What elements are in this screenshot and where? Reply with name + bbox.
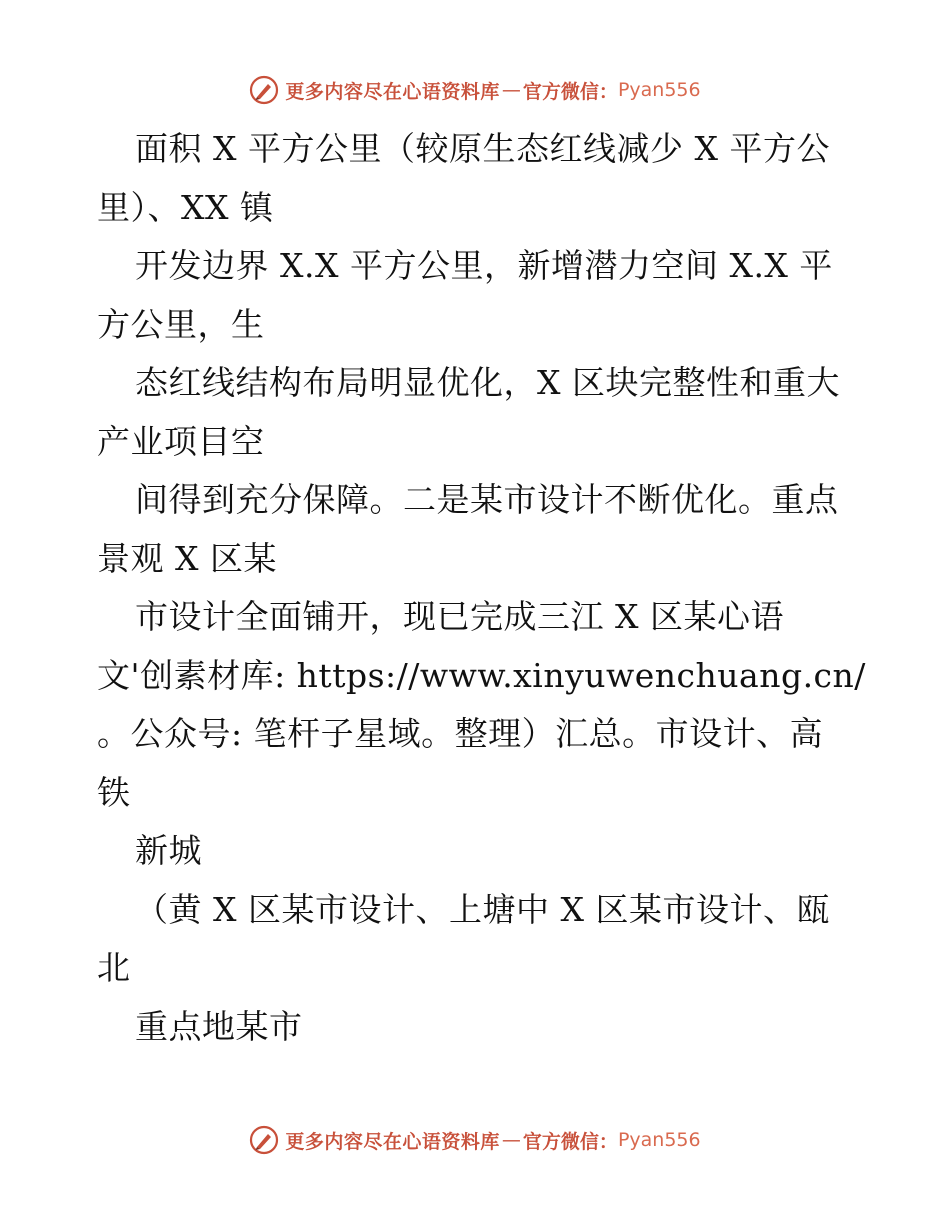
banner-separator: — [501,1129,521,1151]
banner-wechat-label: 官方微信： [522,1130,618,1153]
body-line-2: 里）、XX 镇 [97,187,274,227]
body-line-10: 文'创素材库: https://www.xinyuwenchuang.cn/ [97,655,866,695]
body-line-13: 新城 [135,831,202,870]
body-line-16: 重点地某市 [135,1006,303,1046]
banner-wechat-label: 官方微信： [522,80,618,103]
pen-logo-icon [249,75,279,105]
banner-brand: 更多内容尽在心语资料库 [285,1130,500,1153]
body-line-15: 北 [97,948,131,987]
pen-logo-icon [249,1125,279,1155]
banner-separator: — [501,79,521,101]
body-line-14: （黄 X 区某市设计、上塘中 X 区某市设计、瓯 [135,889,830,929]
body-line-12: 铁 [97,772,131,812]
body-line-6: 产业项目空 [97,421,265,461]
body-line-9: 市设计全面铺开，现已完成三江 X 区某心语 [135,597,784,636]
document-body [97,120,866,1056]
body-line-5: 态红线结构布局明显优化，X 区块完整性和重大 [135,363,840,402]
banner-wechat-id: Pyan556 [617,79,701,101]
body-line-7: 间得到充分保障。二是某市设计不断优化。重点 [135,480,839,519]
banner-brand: 更多内容尽在心语资料库 [285,80,500,103]
footer-banner [0,1120,950,1160]
body-line-8: 景观 X 区某 [97,538,277,578]
header-banner [0,70,950,110]
body-line-11: 。公众号: 笔杆子星域。整理）汇总。市设计、高 [97,714,824,753]
banner-wechat-id: Pyan556 [617,1129,701,1151]
body-line-4: 方公里，生 [97,304,265,344]
body-line-3: 开发边界 X.X 平方公里，新增潜力空间 X.X 平 [135,246,833,285]
body-line-1: 面积 X 平方公里（较原生态红线减少 X 平方公 [135,129,830,168]
